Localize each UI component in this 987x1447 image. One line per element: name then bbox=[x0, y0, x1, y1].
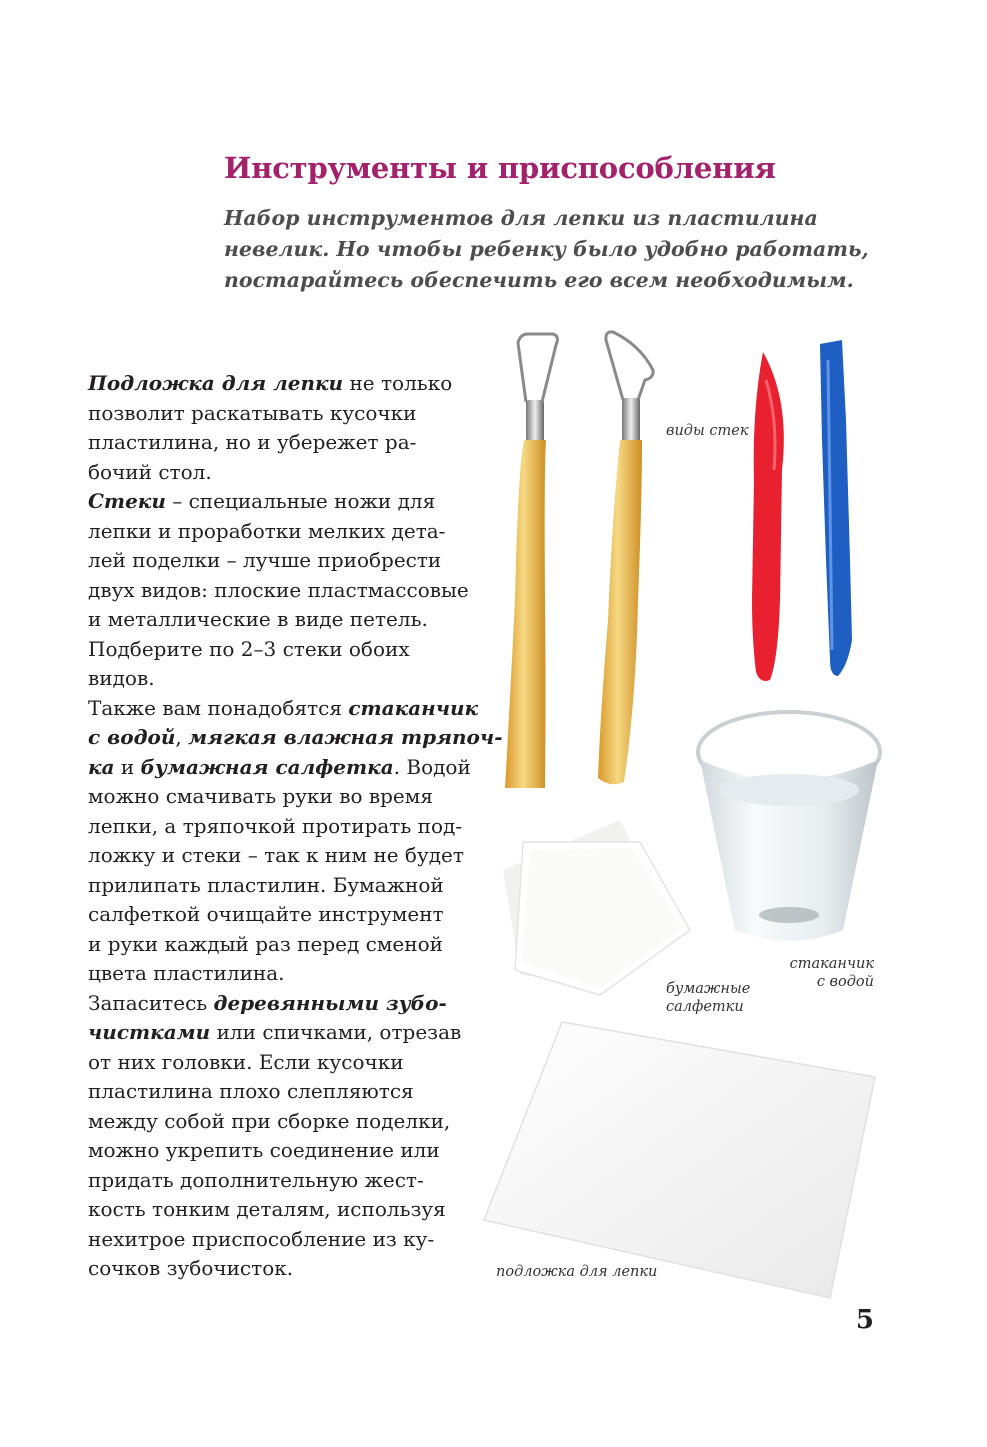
water-cup bbox=[698, 712, 880, 941]
term-toothpicks-end: чистками bbox=[88, 1020, 211, 1044]
caption-cup bbox=[790, 955, 874, 991]
loop-tool-2 bbox=[598, 332, 653, 784]
caption-line: бумажные bbox=[666, 981, 751, 997]
text-fragment: – специальные ножи для bbox=[165, 489, 436, 513]
text-line: лепки и проработки мелких дета- bbox=[88, 518, 446, 543]
text-line: видов. bbox=[88, 666, 155, 690]
text-line: салфеткой очищайте инструмент bbox=[88, 902, 444, 926]
text-line: пластилина плохо слепляются bbox=[88, 1079, 414, 1103]
caption-line: с водой bbox=[816, 974, 874, 990]
text-fragment: . Водой bbox=[393, 754, 471, 779]
blue-plastic-stack bbox=[820, 340, 852, 676]
text-line: придать дополнительную жест- bbox=[88, 1167, 424, 1192]
term-cloth: мягкая влажная тряпоч- bbox=[188, 725, 503, 749]
text-fragment: или спичками, отрезав bbox=[210, 1020, 462, 1044]
lead-line: постарайтесь обеспечить его всем необходимым. bbox=[224, 268, 854, 292]
text-fragment: , bbox=[175, 725, 189, 749]
term-cloth-end: ка bbox=[88, 754, 115, 779]
text-line: бочий стол. bbox=[88, 459, 212, 484]
text-line: пластилина, но и убережет ра- bbox=[88, 430, 417, 454]
red-plastic-stack bbox=[752, 352, 784, 681]
caption-board: подложка для лепки bbox=[496, 1264, 658, 1280]
text-fragment: и bbox=[114, 754, 141, 779]
text-line: сочков зубочисток. bbox=[88, 1256, 294, 1280]
text-line: лепки, а тряпочкой протирать под- bbox=[88, 813, 463, 838]
text-line: прилипать пластилин. Бумажной bbox=[88, 872, 444, 897]
term-stacks: Стеки bbox=[88, 489, 166, 513]
lead-line: невелик. Но чтобы ребенку было удобно работать, bbox=[224, 237, 869, 261]
text-line: можно укрепить соединение или bbox=[88, 1138, 440, 1162]
loop-tool-1 bbox=[505, 334, 557, 788]
term-toothpicks: деревянными зубо- bbox=[213, 990, 447, 1015]
text-line: лей поделки – лучше приобрести bbox=[88, 548, 442, 572]
text-line: и руки каждый раз перед сменой bbox=[88, 931, 443, 956]
term-cup: стаканчик bbox=[348, 695, 479, 720]
page-title: Инструменты и приспособления bbox=[224, 151, 776, 185]
caption-line: салфетки bbox=[666, 999, 744, 1015]
text-fragment: не только bbox=[343, 371, 453, 395]
text-line: Подберите по 2–3 стеки обоих bbox=[88, 636, 410, 661]
text-line: между собой при сборке поделки, bbox=[88, 1108, 451, 1133]
text-line: от них головки. Если кусочки bbox=[88, 1049, 404, 1074]
term-napkin: бумажная салфетка bbox=[140, 754, 394, 779]
lead-line: Набор инструментов для лепки из пластилина bbox=[224, 206, 818, 230]
modeling-board bbox=[484, 1022, 875, 1298]
text-line: можно смачивать руки во время bbox=[88, 784, 433, 808]
text-line: и металлические в виде петель. bbox=[88, 607, 428, 631]
page-number: 5 bbox=[855, 1305, 874, 1335]
text-line: двух видов: плоские пластмассовые bbox=[88, 577, 469, 602]
caption-line: стаканчик bbox=[789, 956, 874, 972]
text-fragment: Запаситесь bbox=[88, 990, 214, 1015]
text-line: цвета пластилина. bbox=[88, 961, 285, 985]
text-line: ложку и стеки – так к ним не будет bbox=[88, 843, 464, 867]
caption-stacks: виды стек bbox=[666, 423, 749, 439]
text-line: нехитрое приспособление из ку- bbox=[88, 1226, 435, 1251]
term-board: Подложка для лепки bbox=[88, 371, 344, 395]
text-line: кость тонким деталям, используя bbox=[88, 1197, 446, 1221]
text-line: позволит раскатывать кусочки bbox=[88, 400, 417, 425]
caption-napkins bbox=[666, 980, 750, 1016]
paper-napkins bbox=[503, 820, 690, 995]
text-fragment: Также вам понадобятся bbox=[88, 695, 349, 720]
term-water: с водой bbox=[88, 725, 176, 749]
